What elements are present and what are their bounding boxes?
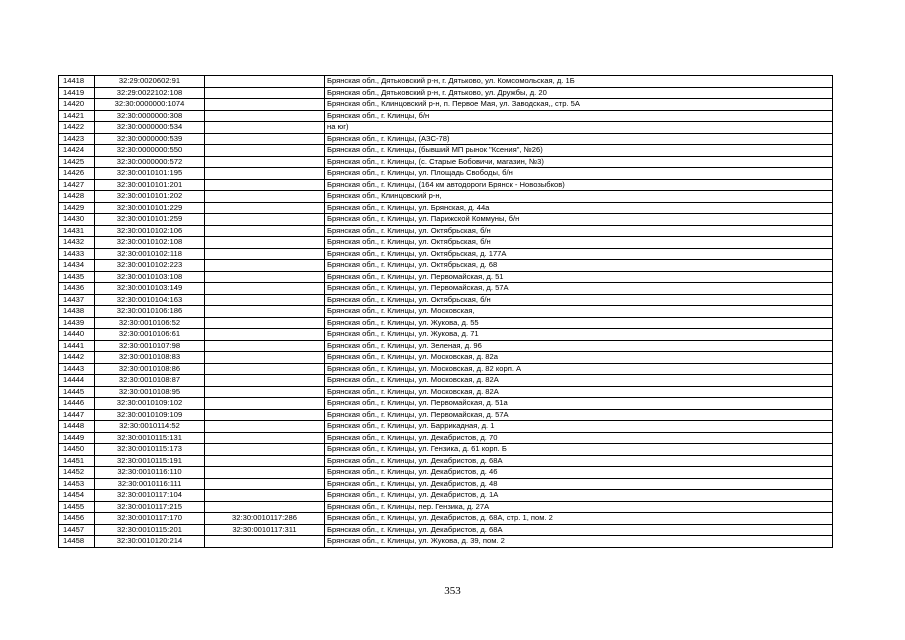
address-cell: Брянская обл., г. Клинцы, (164 км автодороги Брянск - Новозыбков) <box>325 179 833 191</box>
related-cadastral-number-cell <box>205 156 325 168</box>
table-row <box>59 202 833 214</box>
table-row <box>59 536 833 548</box>
row-number-cell: 14447 <box>59 409 95 421</box>
cadastral-number-cell: 32:30:0010106:186 <box>95 306 205 318</box>
row-number-cell: 14453 <box>59 478 95 490</box>
address-cell: Брянская обл., г. Клинцы, ул. Брянская, д. 44а <box>325 202 833 214</box>
row-number-cell: 14451 <box>59 455 95 467</box>
related-cadastral-number-cell: 32:30:0010117:286 <box>205 513 325 525</box>
row-number-cell: 14449 <box>59 432 95 444</box>
address-cell: Брянская обл., г. Клинцы, ул. Декабристов, д. 70 <box>325 432 833 444</box>
table-row <box>59 329 833 341</box>
cadastral-number-cell: 32:30:0000000:550 <box>95 145 205 157</box>
row-number-cell: 14446 <box>59 398 95 410</box>
related-cadastral-number-cell <box>205 340 325 352</box>
related-cadastral-number-cell <box>205 99 325 111</box>
related-cadastral-number-cell <box>205 260 325 272</box>
address-cell: Брянская обл., г. Клинцы, ул. Декабристов, д. 46 <box>325 467 833 479</box>
cadastral-number-cell: 32:30:0010101:202 <box>95 191 205 203</box>
address-cell: Брянская обл., г. Клинцы, ул. Баррикадная, д. 1 <box>325 421 833 433</box>
related-cadastral-number-cell <box>205 409 325 421</box>
address-cell: Брянская обл., г. Клинцы, ул. Декабристов, д. 48 <box>325 478 833 490</box>
table-row <box>59 145 833 157</box>
table-row <box>59 490 833 502</box>
table-row <box>59 225 833 237</box>
row-number-cell: 14458 <box>59 536 95 548</box>
cadastral-number-cell: 32:29:0020602:91 <box>95 76 205 88</box>
cadastral-number-cell: 32:30:0010102:118 <box>95 248 205 260</box>
cadastral-number-cell: 32:30:0010109:109 <box>95 409 205 421</box>
address-cell: Брянская обл., г. Клинцы, ул. Площадь Свободы, б/н <box>325 168 833 180</box>
cadastral-number-cell: 32:30:0010108:95 <box>95 386 205 398</box>
address-cell: Брянская обл., Дятьковский р-н, г. Дятьково, ул. Комсомольская, д. 1Б <box>325 76 833 88</box>
address-cell: Брянская обл., Клинцовский р-н, п. Первое Мая, ул. Заводская,, стр. 5А <box>325 99 833 111</box>
related-cadastral-number-cell <box>205 191 325 203</box>
row-number-cell: 14435 <box>59 271 95 283</box>
related-cadastral-number-cell <box>205 317 325 329</box>
address-cell: Брянская обл., г. Клинцы, (АЗС-78) <box>325 133 833 145</box>
row-number-cell: 14423 <box>59 133 95 145</box>
address-cell: Брянская обл., г. Клинцы, ул. Первомайская, д. 57А <box>325 283 833 295</box>
table-row <box>59 156 833 168</box>
row-number-cell: 14444 <box>59 375 95 387</box>
address-cell: Брянская обл., г. Клинцы, ул. Октябрьская, д. 177А <box>325 248 833 260</box>
address-cell: Брянская обл., г. Клинцы, ул. Декабристов, д. 1А <box>325 490 833 502</box>
related-cadastral-number-cell: 32:30:0010117:311 <box>205 524 325 536</box>
cadastral-number-cell: 32:30:0010116:110 <box>95 467 205 479</box>
related-cadastral-number-cell <box>205 536 325 548</box>
row-number-cell: 14448 <box>59 421 95 433</box>
cadastral-number-cell: 32:30:0010116:111 <box>95 478 205 490</box>
address-cell: Брянская обл., г. Клинцы, ул. Декабристов, д. 68А <box>325 524 833 536</box>
row-number-cell: 14456 <box>59 513 95 525</box>
row-number-cell: 14442 <box>59 352 95 364</box>
related-cadastral-number-cell <box>205 237 325 249</box>
table-row <box>59 214 833 226</box>
related-cadastral-number-cell <box>205 306 325 318</box>
related-cadastral-number-cell <box>205 444 325 456</box>
address-cell: Брянская обл., г. Клинцы, ул. Гензика, д. 61 корп. Б <box>325 444 833 456</box>
row-number-cell: 14450 <box>59 444 95 456</box>
row-number-cell: 14426 <box>59 168 95 180</box>
row-number-cell: 14429 <box>59 202 95 214</box>
table-row <box>59 363 833 375</box>
table-row <box>59 340 833 352</box>
row-number-cell: 14430 <box>59 214 95 226</box>
address-cell: Брянская обл., г. Клинцы, б/н <box>325 110 833 122</box>
address-cell: Брянская обл., г. Клинцы, ул. Зеленая, д. 96 <box>325 340 833 352</box>
related-cadastral-number-cell <box>205 214 325 226</box>
related-cadastral-number-cell <box>205 294 325 306</box>
cadastral-number-cell: 32:30:0010104:163 <box>95 294 205 306</box>
row-number-cell: 14457 <box>59 524 95 536</box>
table-row <box>59 110 833 122</box>
cadastral-number-cell: 32:30:0010109:102 <box>95 398 205 410</box>
row-number-cell: 14428 <box>59 191 95 203</box>
related-cadastral-number-cell <box>205 122 325 134</box>
related-cadastral-number-cell <box>205 501 325 513</box>
address-cell: Брянская обл., г. Клинцы, ул. Первомайская, д. 57А <box>325 409 833 421</box>
row-number-cell: 14420 <box>59 99 95 111</box>
cadastral-number-cell: 32:30:0010103:108 <box>95 271 205 283</box>
cadastral-number-cell: 32:30:0010108:87 <box>95 375 205 387</box>
cadastral-number-cell: 32:30:0010107:98 <box>95 340 205 352</box>
address-cell: Брянская обл., г. Клинцы, ул. Октябрьская, б/н <box>325 225 833 237</box>
table-row <box>59 294 833 306</box>
cadastral-number-cell: 32:30:0010117:170 <box>95 513 205 525</box>
cadastral-number-cell: 32:30:0010106:61 <box>95 329 205 341</box>
cadastral-number-cell: 32:30:0010101:229 <box>95 202 205 214</box>
table-row <box>59 467 833 479</box>
address-cell: Брянская обл., г. Клинцы, ул. Московская, д. 82А <box>325 375 833 387</box>
cadastral-number-cell: 32:30:0010103:149 <box>95 283 205 295</box>
table-row <box>59 168 833 180</box>
cadastral-number-cell: 32:30:0010115:131 <box>95 432 205 444</box>
address-cell: на юг) <box>325 122 833 134</box>
cadastral-number-cell: 32:30:0000000:539 <box>95 133 205 145</box>
row-number-cell: 14427 <box>59 179 95 191</box>
related-cadastral-number-cell <box>205 386 325 398</box>
cadastral-number-cell: 32:30:0000000:308 <box>95 110 205 122</box>
table-row <box>59 283 833 295</box>
table-row <box>59 306 833 318</box>
address-cell: Брянская обл., г. Клинцы, ул. Октябрьская, б/н <box>325 294 833 306</box>
row-number-cell: 14422 <box>59 122 95 134</box>
address-cell: Брянская обл., г. Клинцы, ул. Первомайская, д. 51а <box>325 398 833 410</box>
address-cell: Брянская обл., г. Клинцы, ул. Московская, д. 82а <box>325 352 833 364</box>
address-cell: Брянская обл., г. Клинцы, ул. Первомайская, д. 51 <box>325 271 833 283</box>
row-number-cell: 14425 <box>59 156 95 168</box>
row-number-cell: 14418 <box>59 76 95 88</box>
row-number-cell: 14440 <box>59 329 95 341</box>
row-number-cell: 14431 <box>59 225 95 237</box>
related-cadastral-number-cell <box>205 421 325 433</box>
related-cadastral-number-cell <box>205 478 325 490</box>
related-cadastral-number-cell <box>205 363 325 375</box>
table-row <box>59 386 833 398</box>
cadastral-number-cell: 32:30:0010102:223 <box>95 260 205 272</box>
table-row <box>59 179 833 191</box>
table-row <box>59 421 833 433</box>
address-cell: Брянская обл., г. Клинцы, ул. Октябрьская, б/н <box>325 237 833 249</box>
cadastral-number-cell: 32:30:0000000:1074 <box>95 99 205 111</box>
address-cell: Брянская обл., г. Клинцы, ул. Московская, д. 82А <box>325 386 833 398</box>
address-cell: Брянская обл., г. Клинцы, ул. Московская, <box>325 306 833 318</box>
address-cell: Брянская обл., г. Клинцы, ул. Жукова, д. 71 <box>325 329 833 341</box>
related-cadastral-number-cell <box>205 283 325 295</box>
related-cadastral-number-cell <box>205 329 325 341</box>
table-row <box>59 99 833 111</box>
table-row <box>59 524 833 536</box>
related-cadastral-number-cell <box>205 168 325 180</box>
related-cadastral-number-cell <box>205 110 325 122</box>
related-cadastral-number-cell <box>205 202 325 214</box>
row-number-cell: 14432 <box>59 237 95 249</box>
related-cadastral-number-cell <box>205 76 325 88</box>
related-cadastral-number-cell <box>205 271 325 283</box>
row-number-cell: 14421 <box>59 110 95 122</box>
related-cadastral-number-cell <box>205 432 325 444</box>
table-row <box>59 87 833 99</box>
table-row <box>59 501 833 513</box>
row-number-cell: 14443 <box>59 363 95 375</box>
table-row <box>59 478 833 490</box>
row-number-cell: 14436 <box>59 283 95 295</box>
cadastral-number-cell: 32:30:0010101:195 <box>95 168 205 180</box>
address-cell: Брянская обл., г. Клинцы, ул. Декабристов, д. 68А <box>325 455 833 467</box>
cadastral-number-cell: 32:30:0010114:52 <box>95 421 205 433</box>
cadastral-number-cell: 32:30:0000000:572 <box>95 156 205 168</box>
address-cell: Брянская обл., г. Клинцы, (с. Старые Бобовичи, магазин, №3) <box>325 156 833 168</box>
table-row <box>59 398 833 410</box>
cadastral-number-cell: 32:30:0010115:191 <box>95 455 205 467</box>
table-row <box>59 191 833 203</box>
address-cell: Брянская обл., г. Клинцы, ул. Декабристов, д. 68А, стр. 1, пом. 2 <box>325 513 833 525</box>
related-cadastral-number-cell <box>205 248 325 260</box>
address-cell: Брянская обл., г. Клинцы, ул. Жукова, д. 39, пом. 2 <box>325 536 833 548</box>
cadastral-number-cell: 32:30:0010108:83 <box>95 352 205 364</box>
related-cadastral-number-cell <box>205 145 325 157</box>
cadastral-number-cell: 32:30:0010115:173 <box>95 444 205 456</box>
table-row <box>59 271 833 283</box>
related-cadastral-number-cell <box>205 455 325 467</box>
row-number-cell: 14438 <box>59 306 95 318</box>
cadastral-number-cell: 32:30:0010120:214 <box>95 536 205 548</box>
row-number-cell: 14455 <box>59 501 95 513</box>
related-cadastral-number-cell <box>205 375 325 387</box>
table-row <box>59 133 833 145</box>
address-cell: Брянская обл., г. Клинцы, ул. Московская, д. 82 корп. А <box>325 363 833 375</box>
row-number-cell: 14441 <box>59 340 95 352</box>
table-row <box>59 513 833 525</box>
row-number-cell: 14424 <box>59 145 95 157</box>
table-row <box>59 409 833 421</box>
cadastral-number-cell: 32:30:0010101:259 <box>95 214 205 226</box>
cadastral-number-cell: 32:29:0022102:108 <box>95 87 205 99</box>
table-row <box>59 122 833 134</box>
related-cadastral-number-cell <box>205 87 325 99</box>
row-number-cell: 14445 <box>59 386 95 398</box>
related-cadastral-number-cell <box>205 133 325 145</box>
row-number-cell: 14434 <box>59 260 95 272</box>
address-cell: Брянская обл., Дятьковский р-н, г. Дятьково, ул. Дружбы, д. 20 <box>325 87 833 99</box>
table-row <box>59 432 833 444</box>
cadastral-number-cell: 32:30:0010102:106 <box>95 225 205 237</box>
registry-table <box>58 75 833 548</box>
table-row <box>59 248 833 260</box>
cadastral-number-cell: 32:30:0010115:201 <box>95 524 205 536</box>
address-cell: Брянская обл., г. Клинцы, (бывший МП рынок "Ксения", №26) <box>325 145 833 157</box>
cadastral-number-cell: 32:30:0010108:86 <box>95 363 205 375</box>
address-cell: Брянская обл., г. Клинцы, ул. Октябрьская, д. 68 <box>325 260 833 272</box>
related-cadastral-number-cell <box>205 467 325 479</box>
address-cell: Брянская обл., г. Клинцы, ул. Парижской Коммуны, б/н <box>325 214 833 226</box>
registry-table-body <box>59 76 833 548</box>
table-row <box>59 352 833 364</box>
table-row <box>59 375 833 387</box>
table-row <box>59 76 833 88</box>
address-cell: Брянская обл., г. Клинцы, ул. Жукова, д. 55 <box>325 317 833 329</box>
related-cadastral-number-cell <box>205 398 325 410</box>
cadastral-number-cell: 32:30:0010106:52 <box>95 317 205 329</box>
address-cell: Брянская обл., Клинцовский р-н, <box>325 191 833 203</box>
cadastral-number-cell: 32:30:0000000:534 <box>95 122 205 134</box>
table-row <box>59 455 833 467</box>
table-row <box>59 237 833 249</box>
related-cadastral-number-cell <box>205 225 325 237</box>
page-number: 353 <box>444 585 461 597</box>
table-row <box>59 444 833 456</box>
cadastral-number-cell: 32:30:0010101:201 <box>95 179 205 191</box>
row-number-cell: 14419 <box>59 87 95 99</box>
table-row <box>59 260 833 272</box>
row-number-cell: 14454 <box>59 490 95 502</box>
related-cadastral-number-cell <box>205 352 325 364</box>
table-row <box>59 317 833 329</box>
cadastral-number-cell: 32:30:0010117:215 <box>95 501 205 513</box>
row-number-cell: 14439 <box>59 317 95 329</box>
address-cell: Брянская обл., г. Клинцы, пер. Гензика, д. 27А <box>325 501 833 513</box>
cadastral-number-cell: 32:30:0010102:108 <box>95 237 205 249</box>
related-cadastral-number-cell <box>205 179 325 191</box>
related-cadastral-number-cell <box>205 490 325 502</box>
cadastral-number-cell: 32:30:0010117:104 <box>95 490 205 502</box>
row-number-cell: 14437 <box>59 294 95 306</box>
row-number-cell: 14433 <box>59 248 95 260</box>
row-number-cell: 14452 <box>59 467 95 479</box>
